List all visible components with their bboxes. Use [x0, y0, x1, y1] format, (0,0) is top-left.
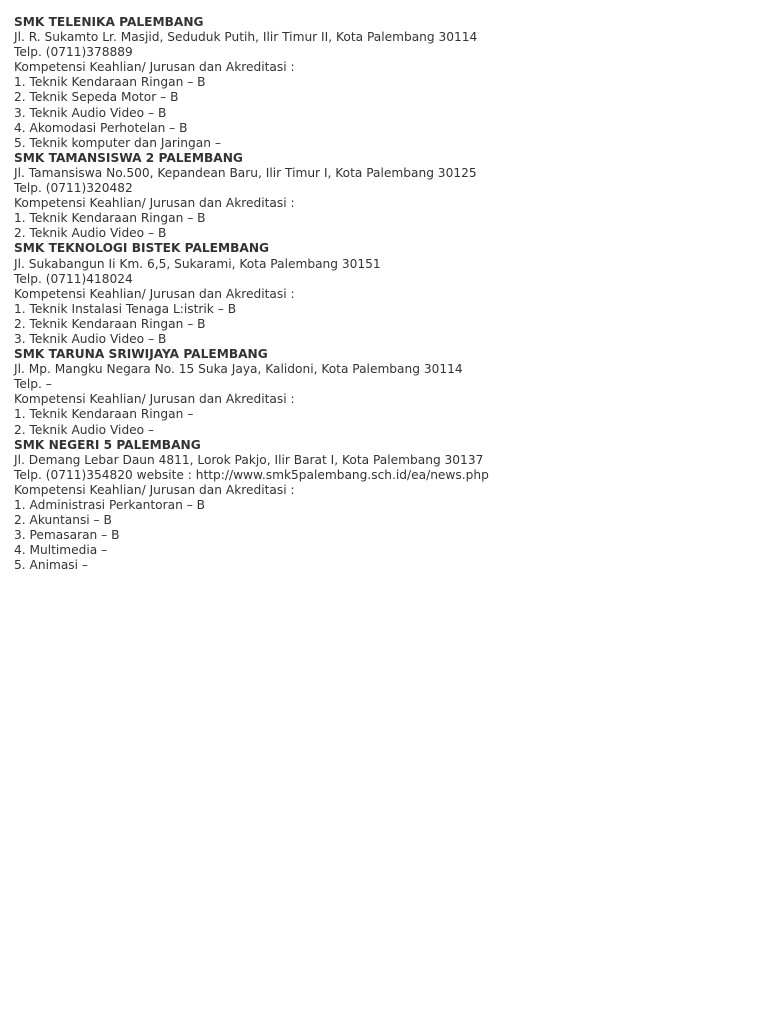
- school-phone: Telp. (0711)320482: [14, 181, 133, 196]
- school-name: SMK TAMANSISWA 2 PALEMBANG: [14, 150, 243, 165]
- competency-heading: Kompetensi Keahlian/ Jurusan dan Akreditasi :: [14, 392, 295, 407]
- school-name: SMK NEGERI 5 PALEMBANG: [14, 437, 201, 452]
- school-entry: [14, 347, 754, 438]
- program-item: 5. Animasi –: [14, 558, 88, 573]
- school-phone: Telp. –: [14, 377, 52, 392]
- program-item: 5. Teknik komputer dan Jaringan –: [14, 135, 221, 150]
- school-name: SMK TARUNA SRIWIJAYA PALEMBANG: [14, 347, 268, 362]
- school-phone: Telp. (0711)378889: [14, 45, 133, 60]
- school-address: Jl. Mp. Mangku Negara No. 15 Suka Jaya, Kalidoni, Kota Palembang 30114: [14, 362, 463, 377]
- program-item: 3. Pemasaran – B: [14, 528, 120, 543]
- program-item: 3. Teknik Audio Video – B: [14, 331, 167, 346]
- school-name: SMK TEKNOLOGI BISTEK PALEMBANG: [14, 241, 270, 256]
- program-item: 2. Teknik Audio Video – B: [14, 226, 167, 241]
- school-phone: Telp. (0711)418024: [14, 271, 133, 286]
- school-name: SMK TELENIKA PALEMBANG: [14, 15, 204, 29]
- school-entry: [14, 151, 754, 242]
- program-item: 1. Teknik Kendaraan Ringan – B: [14, 75, 206, 90]
- program-item: 2. Teknik Sepeda Motor – B: [14, 90, 179, 105]
- competency-heading: Kompetensi Keahlian/ Jurusan dan Akreditasi :: [14, 482, 295, 497]
- school-entry: [14, 438, 754, 574]
- school-address: Jl. Tamansiswa No.500, Kepandean Baru, Ilir Timur I, Kota Palembang 30125: [14, 165, 477, 180]
- program-item: 2. Teknik Audio Video –: [14, 422, 155, 437]
- school-address: Jl. Sukabangun Ii Km. 6,5, Sukarami, Kota Palembang 30151: [14, 256, 381, 271]
- school-address: Jl. R. Sukamto Lr. Masjid, Seduduk Putih, Ilir Timur II, Kota Palembang 30114: [14, 30, 478, 45]
- program-item: 3. Teknik Audio Video – B: [14, 105, 167, 120]
- program-item: 1. Administrasi Perkantoran – B: [14, 498, 206, 512]
- school-entry: [14, 241, 754, 347]
- program-item: 2. Akuntansi – B: [14, 513, 112, 528]
- school-entry: [14, 15, 754, 151]
- program-item: 1. Teknik Instalasi Tenaga L:istrik – B: [14, 301, 237, 316]
- school-address: Jl. Demang Lebar Daun 4811, Lorok Pakjo, Ilir Barat I, Kota Palembang 30137: [14, 452, 484, 467]
- competency-heading: Kompetensi Keahlian/ Jurusan dan Akreditasi :: [14, 196, 295, 211]
- program-item: 2. Teknik Kendaraan Ringan – B: [14, 316, 206, 331]
- competency-heading: Kompetensi Keahlian/ Jurusan dan Akreditasi :: [14, 60, 295, 75]
- document-body: [14, 15, 754, 573]
- program-item: 1. Teknik Kendaraan Ringan –: [14, 407, 194, 422]
- program-item: 1. Teknik Kendaraan Ringan – B: [14, 211, 206, 226]
- program-item: 4. Multimedia –: [14, 543, 108, 558]
- school-phone: Telp. (0711)354820 website : http://www.smk5palembang.sch.id/ea/news.php: [14, 467, 489, 482]
- competency-heading: Kompetensi Keahlian/ Jurusan dan Akreditasi :: [14, 286, 295, 301]
- program-item: 4. Akomodasi Perhotelan – B: [14, 120, 188, 135]
